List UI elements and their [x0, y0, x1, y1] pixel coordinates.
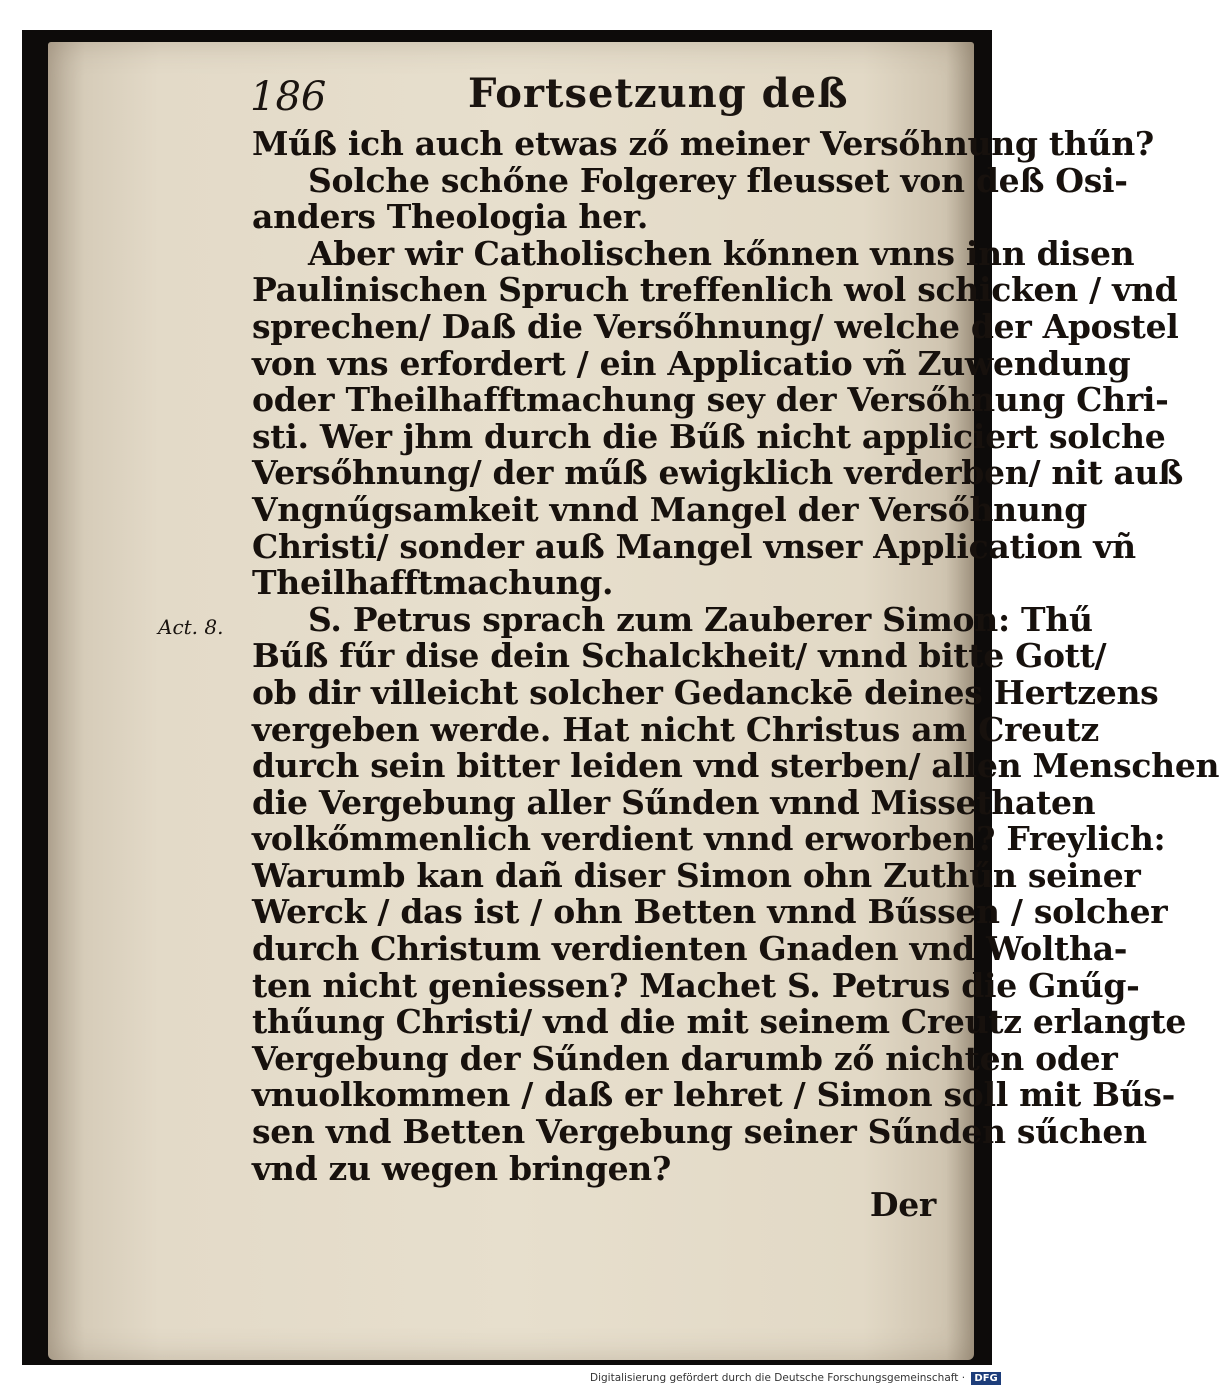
text-line: vergeben werde. Hat nicht Christus am Creutz [252, 709, 1099, 749]
body-text [252, 124, 1219, 1225]
catchword: Der [869, 1185, 936, 1225]
page-number: 186 [250, 74, 327, 120]
margin-note: Act. 8. [158, 615, 224, 639]
page-header [250, 70, 940, 122]
dfg-logo: DFG [971, 1372, 1000, 1385]
text-line: Vngnűgsamkeit vnnd Mangel der Versőhnung [252, 489, 1087, 529]
text-line: Theilhafftmachung. [252, 563, 614, 603]
text-line: Versőhnung/ der műß ewigklich verderben/ nit auß [252, 453, 1183, 493]
text-line: die Vergebung aller Sűnden vnnd Missethaten [252, 782, 1096, 822]
text-line: volkőmmenlich verdient vnnd erworben? Freylich: [252, 819, 1166, 859]
text-line: Bűß fűr dise dein Schalckheit/ vnnd bitte Gott/ [252, 636, 1107, 676]
text-line: Vergebung der Sűnden darumb ző nichten oder [252, 1038, 1118, 1078]
footer-credit: Digitalisierung gefördert durch die Deutsche Forschungsgemeinschaft [590, 1372, 959, 1384]
text-line: Christi/ sonder auß Mangel vnser Application vñ [252, 526, 1136, 566]
footer: Digitalisierung gefördert durch die Deutsche Forschungsgemeinschaft · DFG [590, 1372, 990, 1388]
text-line: von vns erfordert / ein Applicatio vñ Zuwendung [252, 343, 1131, 383]
text-line: Solche schőne Folgerey fleusset von deß Osi- [308, 160, 1128, 200]
text-line: Műß ich auch etwas ző meiner Versőhnung thűn? [252, 124, 1154, 163]
text-line: Aber wir Catholischen kőnnen vnns inn disen [308, 233, 1135, 273]
text-line: ob dir villeicht solcher Gedanckē deines Hertzens [252, 672, 1159, 712]
text-line: ten nicht geniessen? Machet S. Petrus die Gnűg- [252, 965, 1140, 1005]
text-line: Warumb kan dañ diser Simon ohn Zuthűn seiner [252, 855, 1141, 895]
text-line: sti. Wer jhm durch die Bűß nicht appliciert solche [252, 416, 1166, 456]
text-line: oder Theilhafftmachung sey der Versőhnung Chri- [252, 380, 1169, 420]
text-line: anders Theologia her. [252, 197, 649, 237]
text-line: sprechen/ Daß die Versőhnung/ welche der Apostel [252, 306, 1179, 346]
text-line: vnuolkommen / daß er lehret / Simon soll mit Bűs- [252, 1075, 1176, 1115]
text-line: vnd zu wegen bringen? [252, 1148, 671, 1188]
text-line: durch Christum verdienten Gnaden vnd Woltha- [252, 929, 1128, 969]
text-line: thűung Christi/ vnd die mit seinem Creutz erlangte [252, 1002, 1187, 1042]
text-line: Paulinischen Spruch treffenlich wol schicken / vnd [252, 270, 1178, 310]
text-line: sen vnd Betten Vergebung seiner Sűnden sűchen [252, 1112, 1147, 1152]
text-line: durch sein bitter leiden vnd sterben/ allen Menschen [252, 746, 1219, 786]
text-line: Werck / das ist / ohn Betten vnnd Bűssen / solcher [252, 892, 1168, 932]
running-head: Fortsetzung deß [468, 70, 849, 117]
text-line: S. Petrus sprach zum Zauberer Simon: Thű [308, 599, 1093, 639]
